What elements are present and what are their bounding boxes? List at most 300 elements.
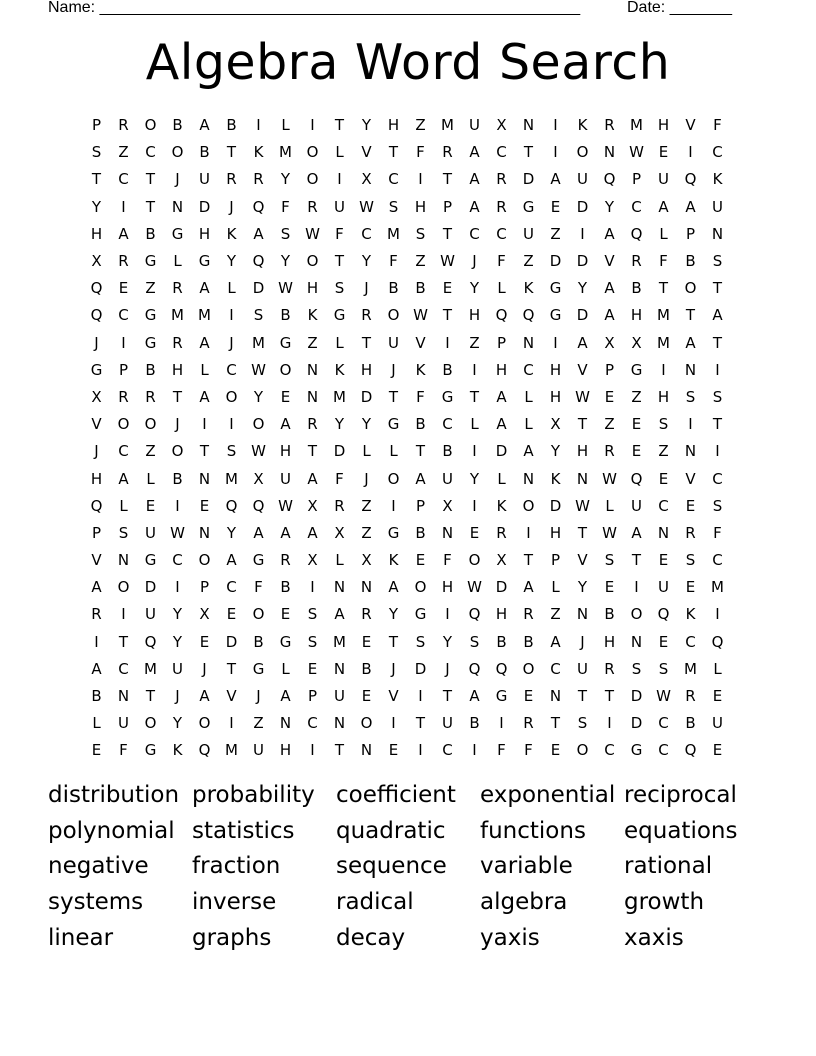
grid-letter: Q <box>684 170 697 189</box>
grid-letter: S <box>226 442 237 461</box>
grid-letter: C <box>226 360 237 379</box>
grid-row <box>83 221 731 248</box>
grid-letter: B <box>523 632 534 651</box>
grid-letter: K <box>550 469 561 488</box>
grid-letter: N <box>117 687 130 706</box>
grid-letter: A <box>469 197 480 216</box>
grid-letter: A <box>631 523 642 542</box>
grid-letter: Y <box>604 197 615 216</box>
grid-letter: B <box>280 578 291 597</box>
grid-letter: D <box>576 252 589 271</box>
grid-letter: R <box>685 687 696 706</box>
grid-letter: B <box>172 469 183 488</box>
grid-letter: A <box>118 224 129 243</box>
grid-letter: C <box>712 469 723 488</box>
grid-letter: A <box>307 469 318 488</box>
grid-letter: M <box>630 116 643 135</box>
grid-letter: O <box>306 143 319 162</box>
grid-letter: Z <box>307 333 318 352</box>
grid-letter: I <box>310 578 315 597</box>
grid-letter: P <box>442 197 453 216</box>
grid-letter: T <box>118 632 129 651</box>
grid-row <box>83 465 731 492</box>
grid-letter: R <box>604 659 615 678</box>
grid-letter: T <box>334 116 345 135</box>
grid-letter: R <box>604 116 615 135</box>
grid-letter: R <box>604 442 615 461</box>
grid-letter: R <box>118 252 129 271</box>
grid-letter: Y <box>469 279 480 298</box>
grid-letter: N <box>603 143 616 162</box>
grid-row <box>83 683 731 710</box>
grid-letter: M <box>387 224 400 243</box>
grid-letter: E <box>442 279 453 298</box>
grid-letter: H <box>360 360 373 379</box>
grid-letter: S <box>334 279 345 298</box>
grid-letter: H <box>549 387 562 406</box>
word-list-item: statistics <box>192 817 295 844</box>
grid-letter: C <box>307 714 318 733</box>
grid-letter: M <box>333 632 346 651</box>
grid-letter: L <box>281 116 290 135</box>
grid-letter: U <box>658 578 669 597</box>
grid-letter: V <box>415 333 426 352</box>
grid-letter: S <box>469 632 480 651</box>
grid-letter: P <box>631 170 642 189</box>
grid-letter: E <box>415 551 426 570</box>
grid-letter: T <box>226 659 237 678</box>
grid-letter: W <box>440 252 455 271</box>
header <box>48 0 748 19</box>
grid-letter: B <box>280 306 291 325</box>
grid-row <box>83 166 731 193</box>
grid-letter: E <box>523 687 534 706</box>
grid-letter: U <box>172 659 183 678</box>
grid-letter: U <box>388 333 399 352</box>
word-list-item: algebra <box>480 889 568 916</box>
grid-letter: L <box>524 387 533 406</box>
grid-letter: P <box>415 496 426 515</box>
grid-letter: E <box>226 605 237 624</box>
grid-letter: W <box>278 279 293 298</box>
grid-letter: S <box>604 551 615 570</box>
grid-letter: I <box>472 741 477 760</box>
grid-letter: O <box>117 578 130 597</box>
grid-letter: A <box>280 523 291 542</box>
grid-letter: B <box>685 714 696 733</box>
grid-letter: C <box>118 442 129 461</box>
grid-row <box>83 194 731 221</box>
grid-letter: T <box>442 687 453 706</box>
grid-letter: O <box>144 714 157 733</box>
grid-letter: P <box>118 360 129 379</box>
grid-letter: O <box>522 659 535 678</box>
grid-letter: G <box>90 360 103 379</box>
grid-row <box>83 629 731 656</box>
grid-letter: Y <box>361 116 372 135</box>
grid-letter: W <box>629 143 644 162</box>
grid-letter: C <box>496 224 507 243</box>
word-list-item: exponential <box>480 782 616 808</box>
grid-letter: T <box>550 714 561 733</box>
word-list-item: graphs <box>192 924 272 951</box>
grid-letter: J <box>94 442 99 461</box>
grid-letter: X <box>496 551 507 570</box>
grid-row <box>83 411 731 438</box>
grid-letter: H <box>468 306 481 325</box>
name-field: Name: ______________________________________________________ <box>48 0 581 16</box>
grid-letter: T <box>712 415 723 434</box>
grid-letter: D <box>144 578 157 597</box>
word-list-item: coefficient <box>336 782 456 808</box>
grid-letter: I <box>418 741 423 760</box>
grid-letter: O <box>117 415 130 434</box>
grid-letter: I <box>607 714 612 733</box>
grid-letter: S <box>388 197 399 216</box>
grid-letter: G <box>495 687 508 706</box>
grid-letter: A <box>280 687 291 706</box>
grid-letter: D <box>549 496 562 515</box>
grid-letter: Z <box>361 523 372 542</box>
grid-letter: C <box>712 551 723 570</box>
grid-letter: A <box>604 279 615 298</box>
grid-letter: I <box>229 306 234 325</box>
grid-letter: Q <box>630 224 643 243</box>
grid-letter: U <box>145 605 156 624</box>
grid-letter: L <box>173 252 182 271</box>
grid-letter: V <box>91 415 102 434</box>
grid-letter: X <box>307 496 318 515</box>
grid-letter: D <box>576 306 589 325</box>
grid-letter: I <box>445 605 450 624</box>
grid-letter: T <box>523 143 534 162</box>
grid-letter: L <box>470 415 479 434</box>
grid-letter: M <box>441 116 454 135</box>
grid-letter: F <box>497 252 506 271</box>
grid-letter: N <box>279 714 292 733</box>
grid-letter: X <box>253 469 264 488</box>
grid-letter: J <box>229 197 234 216</box>
word-list-item: probability <box>192 782 315 808</box>
grid-letter: Z <box>415 116 426 135</box>
grid-letter: P <box>496 333 507 352</box>
grid-letter: H <box>549 523 562 542</box>
grid-letter: U <box>253 741 264 760</box>
grid-letter: W <box>602 469 617 488</box>
grid-letter: O <box>576 741 589 760</box>
grid-letter: L <box>497 279 506 298</box>
grid-letter: M <box>225 469 238 488</box>
grid-letter: T <box>361 333 372 352</box>
grid-letter: Y <box>226 523 237 542</box>
grid-letter: T <box>145 197 156 216</box>
grid-letter: Z <box>118 143 129 162</box>
grid-letter: O <box>387 306 400 325</box>
grid-letter: A <box>91 659 102 678</box>
grid-letter: Y <box>361 252 372 271</box>
grid-letter: O <box>522 496 535 515</box>
grid-letter: O <box>306 252 319 271</box>
grid-letter: N <box>198 469 211 488</box>
grid-letter: B <box>145 224 156 243</box>
grid-letter: O <box>630 605 643 624</box>
grid-letter: Y <box>334 415 345 434</box>
grid-letter: V <box>685 116 696 135</box>
grid-letter: E <box>550 741 561 760</box>
word-list-item: sequence <box>336 853 447 880</box>
grid-letter: I <box>661 360 666 379</box>
grid-letter: R <box>496 523 507 542</box>
grid-letter: E <box>118 279 129 298</box>
grid-letter: T <box>442 306 453 325</box>
grid-letter: N <box>711 224 724 243</box>
grid-letter: E <box>280 605 291 624</box>
grid-letter: I <box>121 333 126 352</box>
grid-letter: Q <box>657 605 670 624</box>
grid-letter: G <box>333 306 346 325</box>
grid-letter: T <box>334 741 345 760</box>
grid-letter: T <box>712 279 723 298</box>
grid-letter: Q <box>252 496 265 515</box>
grid-letter: A <box>496 415 507 434</box>
grid-letter: C <box>631 197 642 216</box>
grid-letter: E <box>631 415 642 434</box>
grid-letter: E <box>145 496 156 515</box>
grid-letter: H <box>414 197 427 216</box>
grid-letter: L <box>713 659 722 678</box>
grid-letter: R <box>118 387 129 406</box>
grid-letter: L <box>146 469 155 488</box>
grid-letter: G <box>279 632 292 651</box>
grid-letter: Q <box>90 496 103 515</box>
grid-letter: A <box>523 578 534 597</box>
grid-letter: H <box>657 387 670 406</box>
grid-letter: E <box>361 687 372 706</box>
grid-letter: P <box>91 116 102 135</box>
grid-letter: H <box>441 578 454 597</box>
grid-letter: U <box>469 116 480 135</box>
grid-letter: M <box>144 659 157 678</box>
grid-letter: W <box>251 360 266 379</box>
grid-letter: R <box>496 170 507 189</box>
grid-letter: R <box>91 605 102 624</box>
grid-letter: A <box>253 523 264 542</box>
grid-letter: J <box>202 659 207 678</box>
grid-letter: B <box>199 143 210 162</box>
grid-letter: S <box>577 714 588 733</box>
word-list-item: systems <box>48 889 144 916</box>
grid-letter: B <box>253 632 264 651</box>
grid-letter: H <box>549 360 562 379</box>
grid-letter: C <box>496 143 507 162</box>
grid-letter: R <box>361 605 372 624</box>
grid-letter: B <box>226 116 237 135</box>
grid-letter: J <box>391 659 396 678</box>
grid-letter: I <box>715 360 720 379</box>
grid-letter: E <box>307 659 318 678</box>
grid-letter: W <box>278 496 293 515</box>
grid-row <box>83 574 731 601</box>
grid-letter: N <box>171 197 184 216</box>
grid-letter: X <box>199 605 210 624</box>
grid-letter: I <box>472 496 477 515</box>
grid-letter: H <box>279 442 292 461</box>
grid-letter: Q <box>252 252 265 271</box>
grid-letter: Z <box>658 442 669 461</box>
grid-letter: M <box>171 306 184 325</box>
grid-letter: C <box>658 741 669 760</box>
grid-letter: T <box>307 442 318 461</box>
grid-letter: Y <box>172 714 183 733</box>
grid-letter: F <box>713 116 722 135</box>
grid-letter: G <box>144 551 157 570</box>
word-list-item: polynomial <box>48 817 175 844</box>
grid-letter: S <box>280 224 291 243</box>
grid-letter: R <box>307 415 318 434</box>
grid-letter: F <box>497 741 506 760</box>
grid-letter: X <box>307 551 318 570</box>
grid-letter: U <box>658 170 669 189</box>
grid-letter: Q <box>495 659 508 678</box>
grid-letter: O <box>306 170 319 189</box>
grid-letter: F <box>659 252 668 271</box>
grid-letter: T <box>442 170 453 189</box>
grid-letter: C <box>118 306 129 325</box>
grid-letter: Y <box>361 415 372 434</box>
grid-letter: Y <box>577 279 588 298</box>
grid-letter: J <box>229 333 234 352</box>
word-list-item: radical <box>336 889 414 916</box>
grid-letter: J <box>175 687 180 706</box>
grid-letter: A <box>388 578 399 597</box>
grid-letter: X <box>496 116 507 135</box>
grid-letter: Q <box>252 197 265 216</box>
grid-letter: O <box>198 551 211 570</box>
grid-row <box>83 112 731 139</box>
grid-letter: A <box>199 387 210 406</box>
grid-letter: L <box>200 360 209 379</box>
grid-letter: B <box>685 252 696 271</box>
grid-row <box>83 656 731 683</box>
grid-letter: R <box>496 197 507 216</box>
grid-letter: T <box>145 170 156 189</box>
grid-letter: L <box>281 659 290 678</box>
grid-letter: J <box>175 415 180 434</box>
grid-letter: K <box>712 170 723 189</box>
grid-letter: B <box>442 442 453 461</box>
grid-letter: E <box>658 551 669 570</box>
grid-letter: A <box>307 523 318 542</box>
grid-letter: R <box>226 170 237 189</box>
grid-letter: G <box>630 360 643 379</box>
grid-letter: C <box>604 741 615 760</box>
grid-letter: Y <box>388 605 399 624</box>
grid-letter: Z <box>550 224 561 243</box>
grid-letter: N <box>576 469 589 488</box>
grid-letter: P <box>550 551 561 570</box>
grid-letter: T <box>577 415 588 434</box>
grid-letter: A <box>550 170 561 189</box>
grid-letter: L <box>389 442 398 461</box>
grid-letter: G <box>387 415 400 434</box>
grid-letter: R <box>280 551 291 570</box>
grid-letter: Q <box>90 279 103 298</box>
grid-letter: J <box>256 687 261 706</box>
grid-letter: G <box>144 333 157 352</box>
grid-row <box>83 384 731 411</box>
grid-letter: M <box>279 143 292 162</box>
grid-letter: P <box>604 360 615 379</box>
grid-letter: O <box>171 442 184 461</box>
grid-letter: W <box>467 578 482 597</box>
grid-letter: H <box>576 442 589 461</box>
grid-letter: I <box>175 578 180 597</box>
grid-row <box>83 737 731 764</box>
grid-letter: P <box>685 224 696 243</box>
grid-letter: C <box>145 143 156 162</box>
grid-letter: M <box>198 306 211 325</box>
grid-letter: N <box>630 632 643 651</box>
grid-letter: I <box>229 415 234 434</box>
grid-letter: V <box>685 469 696 488</box>
grid-letter: E <box>199 632 210 651</box>
grid-letter: G <box>441 387 454 406</box>
grid-letter: O <box>279 360 292 379</box>
grid-letter: F <box>281 197 290 216</box>
grid-letter: R <box>631 252 642 271</box>
grid-letter: O <box>144 116 157 135</box>
grid-letter: B <box>469 714 480 733</box>
grid-letter: X <box>361 170 372 189</box>
grid-letter: W <box>413 306 428 325</box>
grid-letter: I <box>121 197 126 216</box>
grid-letter: O <box>414 578 427 597</box>
grid-letter: Z <box>631 387 642 406</box>
grid-letter: G <box>171 224 184 243</box>
grid-letter: M <box>711 578 724 597</box>
grid-row <box>83 248 731 275</box>
grid-letter: S <box>685 551 696 570</box>
grid-letter: N <box>333 578 346 597</box>
grid-letter: F <box>443 551 452 570</box>
grid-letter: D <box>414 659 427 678</box>
grid-letter: K <box>226 224 237 243</box>
grid-letter: O <box>225 387 238 406</box>
grid-letter: O <box>252 605 265 624</box>
grid-letter: N <box>684 442 697 461</box>
grid-letter: E <box>658 632 669 651</box>
word-list-item: xaxis <box>624 924 684 951</box>
grid-letter: D <box>495 442 508 461</box>
grid-letter: L <box>335 551 344 570</box>
grid-row <box>83 139 731 166</box>
grid-letter: H <box>630 306 643 325</box>
grid-letter: C <box>118 659 129 678</box>
grid-letter: S <box>307 605 318 624</box>
grid-letter: R <box>442 143 453 162</box>
grid-letter: I <box>229 714 234 733</box>
grid-letter: Y <box>91 197 102 216</box>
grid-letter: N <box>117 551 130 570</box>
grid-letter: H <box>657 116 670 135</box>
grid-letter: C <box>388 170 399 189</box>
grid-letter: A <box>577 333 588 352</box>
grid-letter: A <box>469 687 480 706</box>
grid-letter: T <box>658 279 669 298</box>
grid-letter: B <box>604 605 615 624</box>
grid-letter: Z <box>523 252 534 271</box>
grid-letter: I <box>175 496 180 515</box>
